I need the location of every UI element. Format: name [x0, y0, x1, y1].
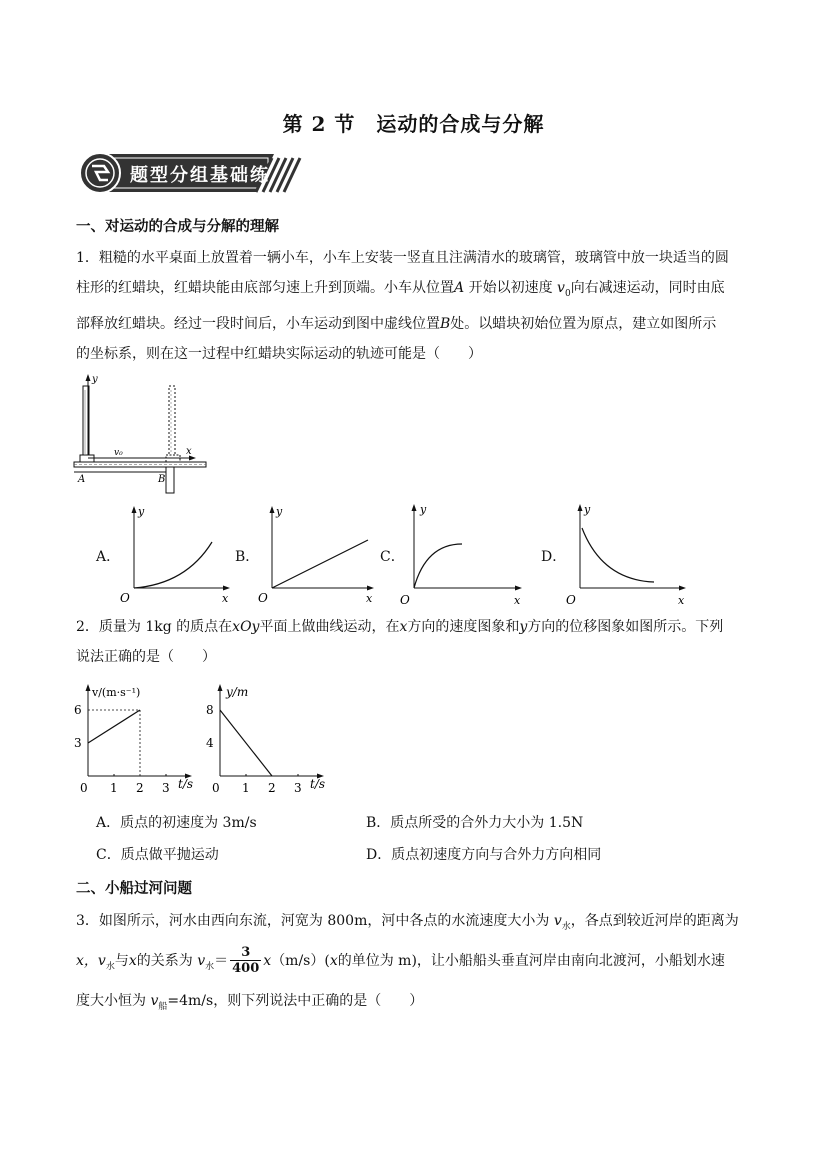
q1-option-b-graph[interactable] [254, 500, 382, 610]
q3-text [76, 904, 756, 1023]
q1-c-origin-label: O [400, 593, 410, 607]
cart-y-label: y [92, 374, 98, 385]
y-graph-ytick-8: 8 [206, 703, 214, 717]
q1-option-c-label[interactable]: C． [380, 549, 405, 565]
q1-b-line [272, 540, 368, 588]
cart-B-label: B [158, 474, 166, 485]
q2-displacement-graph [202, 680, 334, 798]
q1-d-y-label: y [584, 503, 591, 516]
page-title: 第 2 节 运动的合成与分解 [282, 112, 545, 136]
q1-b-origin-label: O [258, 591, 268, 605]
q3-fraction: $\frac{3}{400}$ [232, 945, 260, 977]
v-graph-xtick-0: 0 [80, 781, 88, 795]
q1-c-x-label: x [514, 594, 521, 607]
q2-option-c[interactable]: C．质点做平抛运动 [96, 847, 219, 863]
q1-a-x-label: x [222, 592, 229, 605]
q2-velocity-graph [70, 680, 202, 798]
q3-line2: x，$v_水$与x的关系为 $v_水=$ $\frac{3}{400}$ x（m/s）(x的单位为 m)，让小船船头垂直河岸由南向北渡河，小船划水速 [76, 945, 725, 977]
q1-option-d-label[interactable]: D． [541, 549, 567, 565]
v-graph-xlabel: t/s [178, 777, 194, 791]
q1-c-curve [414, 544, 462, 588]
q2-line2: 说法正确的是（ ） [76, 649, 216, 665]
y-graph-xtick-1: 1 [242, 781, 250, 795]
v-graph-ytick-6: 6 [74, 703, 82, 717]
q1-option-a-label[interactable]: A． [96, 549, 121, 565]
section2-heading: 二、小船过河问题 [76, 881, 192, 897]
q1-option-b-label[interactable]: B． [235, 549, 260, 565]
q1-b-x-label: x [366, 592, 373, 605]
y-graph-ylabel: y/m [226, 685, 249, 699]
q2-text [76, 612, 756, 672]
cart-x-label: x [186, 446, 192, 457]
q1-line2: 柱形的红蜡块，红蜡块能由底部匀速上升到顶端。小车从位置A 开始以初速度 $v_0$向右减速运动，同时由底 [76, 280, 725, 299]
y-graph-xtick-3: 3 [294, 781, 302, 795]
q1-b-y-label: y [276, 505, 283, 518]
section1-heading: 一、对运动的合成与分解的理解 [76, 219, 279, 235]
v-graph-line [88, 710, 140, 743]
q2-option-b[interactable]: B．质点所受的合外力大小为 1.5N [366, 815, 584, 831]
y-graph-xlabel: t/s [310, 777, 326, 791]
q1-d-x-label: x [678, 594, 685, 607]
banner-label: 题型分组基础练 [130, 165, 270, 186]
q2-option-d[interactable]: D．质点初速度方向与合外力方向相同 [366, 847, 602, 863]
q1-option-c-graph[interactable] [396, 498, 528, 610]
q1-text [76, 243, 756, 369]
section-banner [78, 152, 306, 194]
q1-line4: 的坐标系，则在这一过程中红蜡块实际运动的轨迹可能是（ ） [76, 345, 482, 362]
v-graph-xtick-1: 1 [110, 781, 118, 795]
v-graph-ylabel: v/(m·s⁻¹) [92, 686, 141, 699]
y-graph-ytick-4: 4 [206, 736, 214, 750]
cart-v0-label: v₀ [114, 448, 123, 458]
q1-cart-diagram [70, 372, 210, 494]
q1-a-curve [134, 542, 212, 588]
q1-line1: 1．粗糙的水平桌面上放置着一辆小车，小车上安装一竖直且注满清水的玻璃管，玻璃管中放一块适当的圆 [76, 250, 729, 266]
q3-line1: 3．如图所示，河水由西向东流，河宽为 800m，河中各点的水流速度大小为 $v_水$，各点到较近河岸的距离为 [76, 913, 739, 932]
q1-c-y-label: y [420, 503, 427, 516]
q2-line1: 2．质量为 1kg 的质点在xOy平面上做曲线运动，在x方向的速度图象和y方向的位移图象如图所示。下列 [76, 619, 724, 635]
q1-a-origin-label: O [120, 591, 130, 605]
y-graph-xtick-0: 0 [212, 781, 220, 795]
q1-line3: 部释放红蜡块。经过一段时间后，小车运动到图中虚线位置B处。以蜡块初始位置为原点，建立如图所示 [76, 315, 717, 332]
y-graph-line [220, 710, 272, 776]
cart-A-label: A [78, 474, 86, 485]
v-graph-xtick-3: 3 [162, 781, 170, 795]
q1-option-a-graph[interactable] [116, 500, 236, 610]
y-graph-xtick-2: 2 [268, 781, 276, 795]
q1-option-d-graph[interactable] [562, 498, 692, 610]
q1-d-origin-label: O [566, 593, 576, 607]
v-graph-ytick-3: 3 [74, 736, 82, 750]
v-graph-xtick-2: 2 [136, 781, 144, 795]
q1-a-y-label: y [138, 505, 145, 518]
q3-line3: 度大小恒为 $v_船=4m/s$，则下列说法中正确的是（ ） [76, 992, 424, 1012]
q2-option-a[interactable]: A．质点的初速度为 3m/s [96, 815, 257, 831]
q1-d-curve [582, 528, 654, 582]
